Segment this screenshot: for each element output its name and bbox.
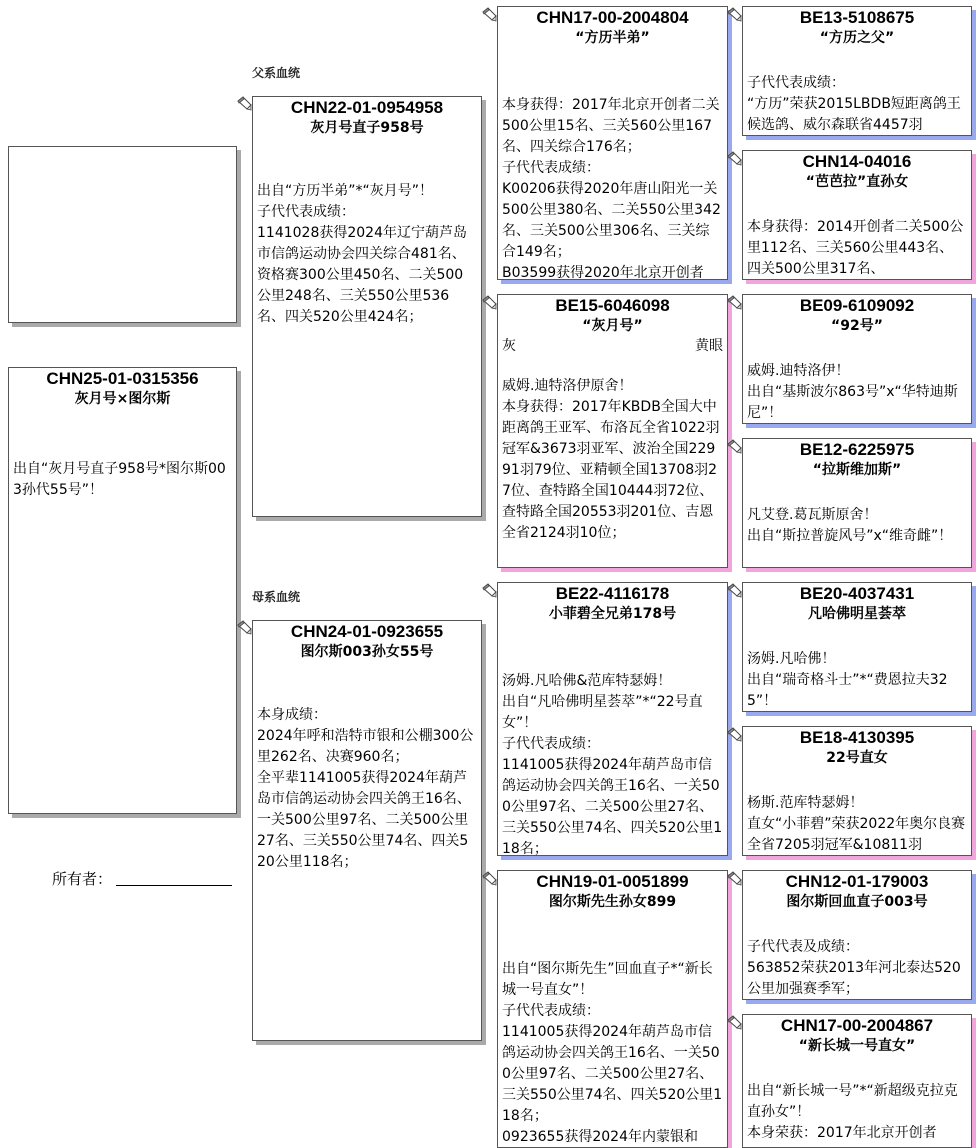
- great-grandparent-mmm-card[interactable]: [742, 1014, 972, 1148]
- maternal-grandmother-card[interactable]: [497, 870, 728, 1148]
- ring-number: BE18-4130395: [799, 728, 915, 747]
- bird-name: “灰月号”: [582, 318, 643, 334]
- great-grandparent-fm-card[interactable]: [742, 150, 972, 280]
- great-grandparent-mmf-card[interactable]: [742, 870, 972, 1000]
- owner-signature-line[interactable]: [116, 885, 232, 886]
- edit-pencil-icon[interactable]: [236, 96, 252, 112]
- bird-name: 图尔斯回血直子003号: [786, 894, 928, 910]
- edit-pencil-icon[interactable]: [481, 583, 497, 599]
- bird-name: 22号直女: [826, 750, 888, 766]
- card-description: 威姆.迪特洛伊！ 出自“基斯波尔863号”x“华特迪斯尼”！: [747, 363, 958, 421]
- paternal-grandfather-card[interactable]: [497, 6, 728, 280]
- card-description: 出自“新长城一号”*“新超级克拉克直孙女”！ 本身荣获：2017年北京开创者: [747, 1083, 958, 1141]
- bird-name: “拉斯维加斯”: [812, 462, 902, 478]
- edit-pencil-icon[interactable]: [726, 439, 742, 455]
- ring-number: CHN17-00-2004867: [780, 1016, 934, 1035]
- great-grandparent-mm-card[interactable]: [742, 438, 972, 568]
- maternal-grandfather-card[interactable]: [497, 582, 728, 856]
- ring-number: BE12-6225975: [799, 440, 915, 459]
- ring-number: CHN22-01-0954958: [290, 98, 444, 117]
- paternal-section-label: 父系血统: [252, 66, 301, 80]
- card-description: 出自“方历半弟”*“灰月号”！ 子代代表成绩： 1141028获得2024年辽宁葫芦岛市信鸽运动协会四关综合481名、资格赛300公里450名、二关500公里248名、三关550公里536名、四关520公里424名；: [257, 183, 467, 325]
- ring-number: CHN14-04016: [802, 152, 912, 171]
- ring-number: BE15-6046098: [555, 296, 670, 315]
- card-description: 杨斯.范库特瑟姆！ 直女“小菲碧”荣获2022年奥尔良赛全省7205羽冠军&10811羽: [747, 795, 966, 853]
- ring-number: CHN19-01-0051899: [536, 872, 689, 891]
- bird-name: “新长城一号直女”: [798, 1038, 916, 1054]
- bird-name: 灰月号直子958号: [310, 120, 424, 136]
- ring-number: BE20-4037431: [799, 584, 915, 603]
- edit-pencil-icon[interactable]: [726, 7, 742, 23]
- edit-pencil-icon[interactable]: [236, 620, 252, 636]
- bird-name: 图尔斯003孙女55号: [300, 644, 434, 660]
- edit-pencil-icon[interactable]: [726, 871, 742, 887]
- ring-number: CHN24-01-0923655: [290, 622, 444, 641]
- card-description: 子代代表成绩： “方历”荣获2015LBDB短距离鸽王候选鸽、威尔森联省4457羽: [747, 75, 961, 133]
- great-grandparent-mfm-card[interactable]: [742, 726, 972, 856]
- card-description: 本身获得：2014开创者二关500公里112名、三关560公里443名、四关500公里317名、: [747, 219, 964, 277]
- bird-name: “92号”: [831, 318, 883, 334]
- great-grandparent-mff-card[interactable]: [742, 582, 972, 712]
- edit-pencil-icon[interactable]: [726, 295, 742, 311]
- edit-pencil-icon[interactable]: [481, 7, 497, 23]
- card-description: 威姆.迪特洛伊原舍！ 本身获得：2017年KBDB全国大中距离鸽王亚军、布洛瓦全省1022羽冠军&3673羽亚军、波治全国22991羽79位、亚精顿全国13708羽27位、查特路全国10444羽72位、查特路全国20553羽201位、吉恩全省2124羽10位；: [502, 378, 720, 541]
- eye-color: 黄眼: [695, 338, 723, 354]
- edit-pencil-icon[interactable]: [481, 295, 497, 311]
- ring-number: CHN25-01-0315356: [46, 369, 199, 388]
- card-description: 本身获得：2017年北京开创者二关500公里15名、三关560公里167名、四关综合176名； 子代代表成绩： K00206获得2020年唐山阳光一关500公里380名、二关550公里342名、三关500公里306名、三关综合149名； B03599获得2020年北京开创者: [502, 97, 721, 280]
- ring-number: BE09-6109092: [799, 296, 915, 315]
- ring-number: BE22-4116178: [555, 584, 670, 603]
- edit-pencil-icon[interactable]: [726, 151, 742, 167]
- paternal-grandmother-card[interactable]: [497, 294, 728, 568]
- card-description: 本身成绩： 2024年呼和浩特市银和公棚300公里262名、决赛960名； 全平辈1141005获得2024年葫芦岛市信鸽运动协会四关鸽王16名、一关500公里97名、二关500公里27名、三关550公里74名、四关520公里118名；: [257, 707, 474, 870]
- feather-eye-row: [498, 336, 727, 357]
- bird-name: “方历半弟”: [575, 30, 650, 46]
- card-description: 凡艾登.葛瓦斯原舍！ 出自“斯拉普旋风号”x“维奇雌”！: [747, 507, 953, 544]
- card-description: 汤姆.凡哈佛！ 出自“瑞奇格斗士”*“费恩拉夫325”！: [747, 651, 948, 709]
- edit-pencil-icon[interactable]: [726, 1015, 742, 1031]
- maternal-section-label: 母系血统: [252, 590, 301, 604]
- owner-label: 所有者：: [52, 870, 113, 888]
- bird-name: “方历之父”: [819, 30, 895, 46]
- card-description: 子代代表及成绩： 563852荣获2013年河北泰达520公里加强赛季军；: [747, 939, 961, 997]
- edit-pencil-icon[interactable]: [726, 583, 742, 599]
- father-card[interactable]: [252, 96, 482, 517]
- mother-card[interactable]: [252, 620, 482, 1041]
- bird-name: 小菲碧全兄弟178号: [548, 606, 677, 622]
- ring-number: CHN12-01-179003: [785, 872, 929, 891]
- feather-color: 灰: [502, 338, 516, 354]
- subject-card[interactable]: [8, 367, 237, 814]
- card-description: 汤姆.凡哈佛&范库特瑟姆！ 出自“凡哈佛明星荟萃”*“22号直女”！ 子代代表成绩： 1141005获得2024年葫芦岛市信鸽运动协会四关鸽王16名、一关500公里97名、二关500公里27名、三关550公里74名、四关520公里118名；: [502, 673, 723, 856]
- ring-number: BE13-5108675: [799, 8, 915, 27]
- edit-pencil-icon[interactable]: [481, 871, 497, 887]
- great-grandparent-mf-card[interactable]: [742, 294, 972, 424]
- bird-name: “芭芭拉”直孙女: [805, 174, 909, 190]
- great-grandparent-ff-card[interactable]: [742, 6, 972, 136]
- bird-name: 凡哈佛明星荟萃: [808, 606, 906, 622]
- card-description: 出自“灰月号直子958号*图尔斯003孙代55号”！: [13, 461, 226, 498]
- edit-pencil-icon[interactable]: [726, 727, 742, 743]
- photo-placeholder[interactable]: [8, 146, 237, 323]
- card-description: 出自“图尔斯先生”回血直子*“新长城一号直女”！ 子代代表成绩： 1141005获得2024年葫芦岛市信鸽运动协会四关鸽王16名、一关500公里97名、二关500公里27名、三关550公里74名、四关520公里118名； 0923655获得2024年内蒙银和: [502, 961, 723, 1145]
- bird-name: 灰月号×图尔斯: [74, 391, 171, 407]
- bird-name: 图尔斯先生孙女899: [548, 894, 677, 910]
- ring-number: CHN17-00-2004804: [536, 8, 689, 27]
